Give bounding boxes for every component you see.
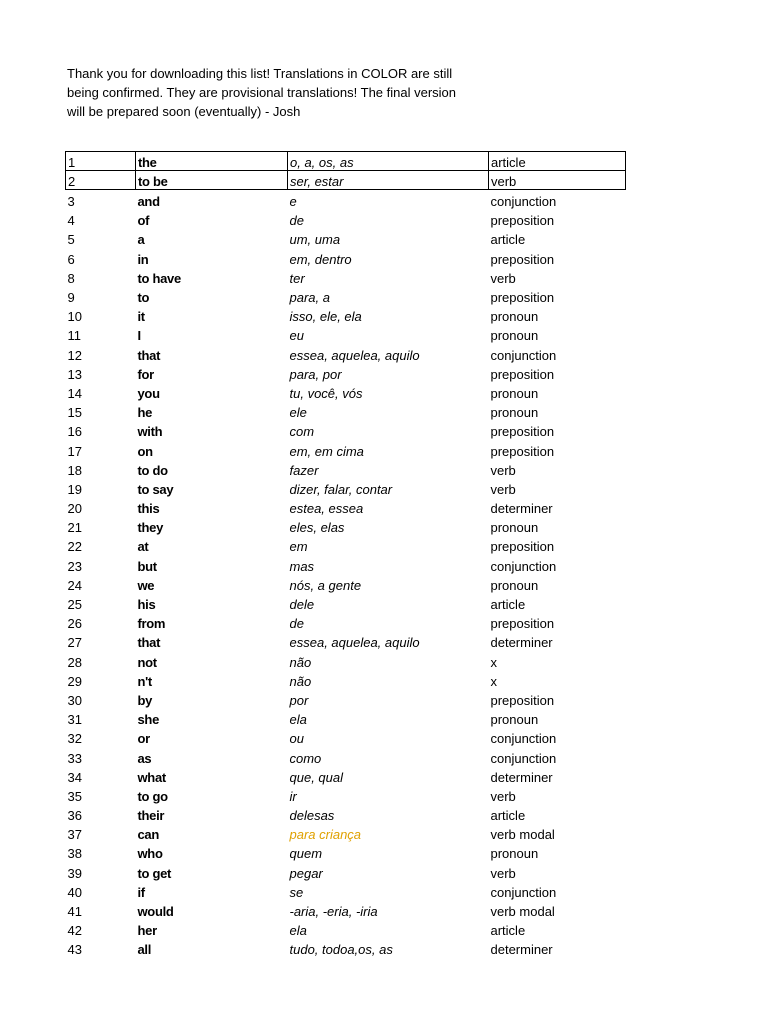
table-row [66,459,626,478]
rank-cell: 28 [67,654,82,670]
rank-cell: 29 [67,673,82,689]
part-of-speech-cell: article [490,808,526,824]
table-row [66,612,626,631]
translation-cell: dele [289,597,315,612]
rank-cell: 32 [67,731,82,747]
rank-cell: 34 [67,769,82,785]
word-cell: of [137,213,150,229]
part-of-speech-cell: conjunction [490,347,557,363]
part-of-speech-cell: determiner [490,635,553,651]
translation-cell: eu [289,328,304,344]
rank-cell: 2 [66,171,136,190]
part-of-speech-cell: verb [490,788,516,804]
rank-cell: 26 [67,616,82,632]
table-row [66,209,626,228]
word-cell: that [137,347,161,363]
translation-cell: fazer [289,462,319,478]
rank-cell: 35 [67,788,82,804]
word-cell: what [137,769,166,785]
word-cell: with [137,424,163,440]
part-of-speech-cell: pronoun [490,405,539,421]
rank-cell: 42 [67,923,82,939]
table-row [66,401,626,420]
table-row [66,478,626,497]
word-cell: we [137,577,155,593]
rank-cell: 4 [67,213,75,229]
word-cell: I [137,328,141,344]
rank-cell: 19 [67,481,82,497]
word-cell: can [137,827,160,843]
part-of-speech-cell: conjunction [490,558,557,574]
table-row [66,324,626,343]
part-of-speech-cell: preposition [490,251,555,267]
table-row [66,708,626,727]
table-row [66,228,626,247]
word-cell: but [137,558,157,574]
rank-cell: 18 [67,462,82,478]
translation-cell: pegar [289,865,323,881]
table-row [66,631,626,650]
rank-cell: 30 [67,692,82,708]
rank-cell: 21 [67,520,82,536]
part-of-speech-cell: conjunction [490,194,557,210]
part-of-speech-cell: conjunction [490,731,557,747]
part-of-speech-cell: pronoun [490,520,539,536]
word-cell: as [137,750,152,766]
part-of-speech-cell: preposition [490,539,555,555]
translation-cell: isso, ele, ela [289,309,362,325]
rank-cell: 10 [67,309,82,325]
table-row [66,363,626,382]
word-cell: in [137,251,149,267]
translation-cell: delesas [289,808,335,824]
translation-cell: quem [289,846,323,862]
table-row [66,938,626,957]
rank-cell: 33 [67,750,82,766]
table-row [66,286,626,305]
word-cell: at [137,539,149,555]
translation-cell: em, em cima [289,443,364,459]
rank-cell: 9 [67,290,75,305]
rank-cell: 5 [67,232,75,248]
word-cell: all [137,942,152,958]
part-of-speech-cell: preposition [490,616,555,632]
intro-line: will be prepared soon (eventually) - Josh [67,104,301,119]
word-cell: to be [136,171,288,190]
table-row [66,766,626,785]
rank-cell: 1 [66,152,136,171]
translation-cell: ser, estar [288,171,489,190]
part-of-speech-cell: pronoun [490,328,539,344]
rank-cell: 6 [67,251,75,267]
word-frequency-table [65,151,626,957]
rank-cell: 12 [67,347,82,363]
rank-cell: 43 [67,942,82,958]
table-row [66,554,626,573]
word-cell: who [137,846,163,862]
translation-cell: o, a, os, as [288,152,489,171]
part-of-speech-cell: determiner [490,942,553,958]
part-of-speech-cell: verb [490,865,516,881]
table-row [66,919,626,938]
rank-cell: 14 [67,385,82,401]
translation-cell: essea, aquelea, aquilo [289,635,420,651]
table-row [66,190,626,209]
translation-cell: essea, aquelea, aquilo [289,347,420,363]
word-table-body [66,152,626,958]
part-of-speech-cell: verb [490,462,516,478]
word-cell: to [137,290,150,305]
part-of-speech-cell: article [490,232,526,248]
word-cell: to say [137,481,174,497]
translation-cell: ele [289,405,307,421]
part-of-speech-cell: pronoun [490,309,539,325]
table-row [66,842,626,861]
table-row [66,785,626,804]
rank-cell: 23 [67,558,82,574]
rank-cell: 16 [67,424,82,440]
translation-cell: nós, a gente [289,577,362,593]
word-cell: to do [137,462,168,478]
translation-cell: em, dentro [289,251,352,267]
part-of-speech-cell: article [490,597,526,612]
translation-cell: ela [289,923,307,939]
part-of-speech-cell: preposition [490,424,555,440]
translation-cell: para, a [289,290,330,305]
part-of-speech-cell: verb modal [490,827,555,843]
word-cell: it [137,309,145,325]
word-cell: on [137,443,153,459]
word-cell: this [137,501,160,517]
translation-cell: se [289,884,304,900]
word-cell: would [137,904,174,919]
translation-cell: para criança [289,827,362,843]
rank-cell: 31 [67,712,82,728]
part-of-speech-cell: pronoun [490,712,539,728]
part-of-speech-cell: x [490,654,497,670]
translation-cell: um, uma [289,232,341,248]
part-of-speech-cell: preposition [490,366,555,382]
table-row [66,823,626,842]
word-cell: her [137,923,157,939]
rank-cell: 40 [67,884,82,900]
translation-cell: -aria, -eria, -iria [289,904,378,919]
table-row [66,746,626,765]
table-row [66,267,626,286]
table-row [66,727,626,746]
part-of-speech-cell: verb [490,481,516,497]
word-cell: to go [137,788,168,804]
rank-cell: 41 [67,904,82,919]
translation-cell: dizer, falar, contar [289,481,393,497]
table-row [66,152,626,171]
word-cell: to get [137,865,172,881]
part-of-speech-cell: x [490,673,497,689]
part-of-speech-cell: conjunction [490,750,557,766]
table-row [66,689,626,708]
table-row [66,881,626,900]
part-of-speech-cell: determiner [490,769,553,785]
table-row [66,574,626,593]
table-row [66,171,626,190]
translation-cell: com [289,424,315,440]
translation-cell: de [289,616,304,632]
table-row [66,593,626,612]
word-cell: she [137,712,160,728]
rank-cell: 17 [67,443,82,459]
part-of-speech-cell: article [490,923,526,939]
word-cell: for [137,366,154,382]
part-of-speech-cell: determiner [490,501,553,517]
table-row [66,497,626,516]
translation-cell: ou [289,731,304,747]
intro-note [67,64,487,121]
rank-cell: 20 [67,501,82,517]
word-cell: and [137,194,160,210]
table-row [66,900,626,919]
word-cell: if [137,884,145,900]
rank-cell: 39 [67,865,82,881]
table-row [66,804,626,823]
part-of-speech-cell: preposition [490,443,555,459]
translation-cell: como [289,750,322,766]
translation-cell: estea, essea [289,501,364,517]
table-row [66,247,626,266]
part-of-speech-cell: preposition [490,290,555,305]
rank-cell: 22 [67,539,82,555]
word-cell: the [136,152,288,171]
word-cell: to have [137,270,181,286]
part-of-speech-cell: preposition [490,692,555,708]
translation-cell: que, qual [289,769,343,785]
part-of-speech-cell: pronoun [490,385,539,401]
translation-cell: ter [289,270,305,286]
table-row [66,343,626,362]
intro-line: Thank you for downloading this list! Translations in COLOR are still [67,66,453,81]
rank-cell: 38 [67,846,82,862]
word-cell: he [137,405,153,421]
word-cell: their [137,808,165,824]
part-of-speech-cell: pronoun [490,577,539,593]
table-row [66,535,626,554]
word-cell: that [137,635,161,651]
table-row [66,650,626,669]
part-of-speech-cell: preposition [490,213,555,229]
translation-cell: em [289,539,308,555]
word-cell: you [137,385,160,401]
table-row [66,439,626,458]
translation-cell: por [289,692,309,708]
word-cell: not [137,654,157,670]
translation-cell: e [289,194,297,210]
part-of-speech-cell: article [489,152,626,171]
word-cell: or [137,731,150,747]
rank-cell: 27 [67,635,82,651]
translation-cell: para, por [289,366,342,382]
rank-cell: 13 [67,366,82,382]
table-row [66,861,626,880]
translation-cell: ir [289,788,297,804]
part-of-speech-cell: pronoun [490,846,539,862]
part-of-speech-cell: verb [489,171,626,190]
part-of-speech-cell: verb modal [490,904,555,919]
word-cell: from [137,616,166,632]
rank-cell: 11 [67,328,81,344]
rank-cell: 3 [67,194,75,210]
rank-cell: 36 [67,808,82,824]
rank-cell: 8 [67,270,75,286]
word-cell: they [137,520,164,536]
table-row [66,670,626,689]
table-row [66,516,626,535]
rank-cell: 25 [67,597,82,612]
part-of-speech-cell: conjunction [490,884,557,900]
word-cell: n't [137,673,152,689]
part-of-speech-cell: verb [490,270,516,286]
word-cell: a [137,232,145,248]
translation-cell: tudo, todoa,os, as [289,942,393,958]
rank-cell: 37 [67,827,82,843]
translation-cell: não [289,673,312,689]
intro-line: being confirmed. They are provisional translations! The final version [67,85,457,100]
translation-cell: de [289,213,304,229]
word-cell: by [137,692,153,708]
translation-cell: não [289,654,312,670]
translation-cell: mas [289,558,315,574]
translation-cell: ela [289,712,307,728]
word-cell: his [137,597,156,612]
table-row [66,382,626,401]
translation-cell: eles, elas [289,520,345,536]
table-row [66,420,626,439]
translation-cell: tu, você, vós [289,385,363,401]
rank-cell: 24 [67,577,82,593]
rank-cell: 15 [67,405,82,421]
table-row [66,305,626,324]
